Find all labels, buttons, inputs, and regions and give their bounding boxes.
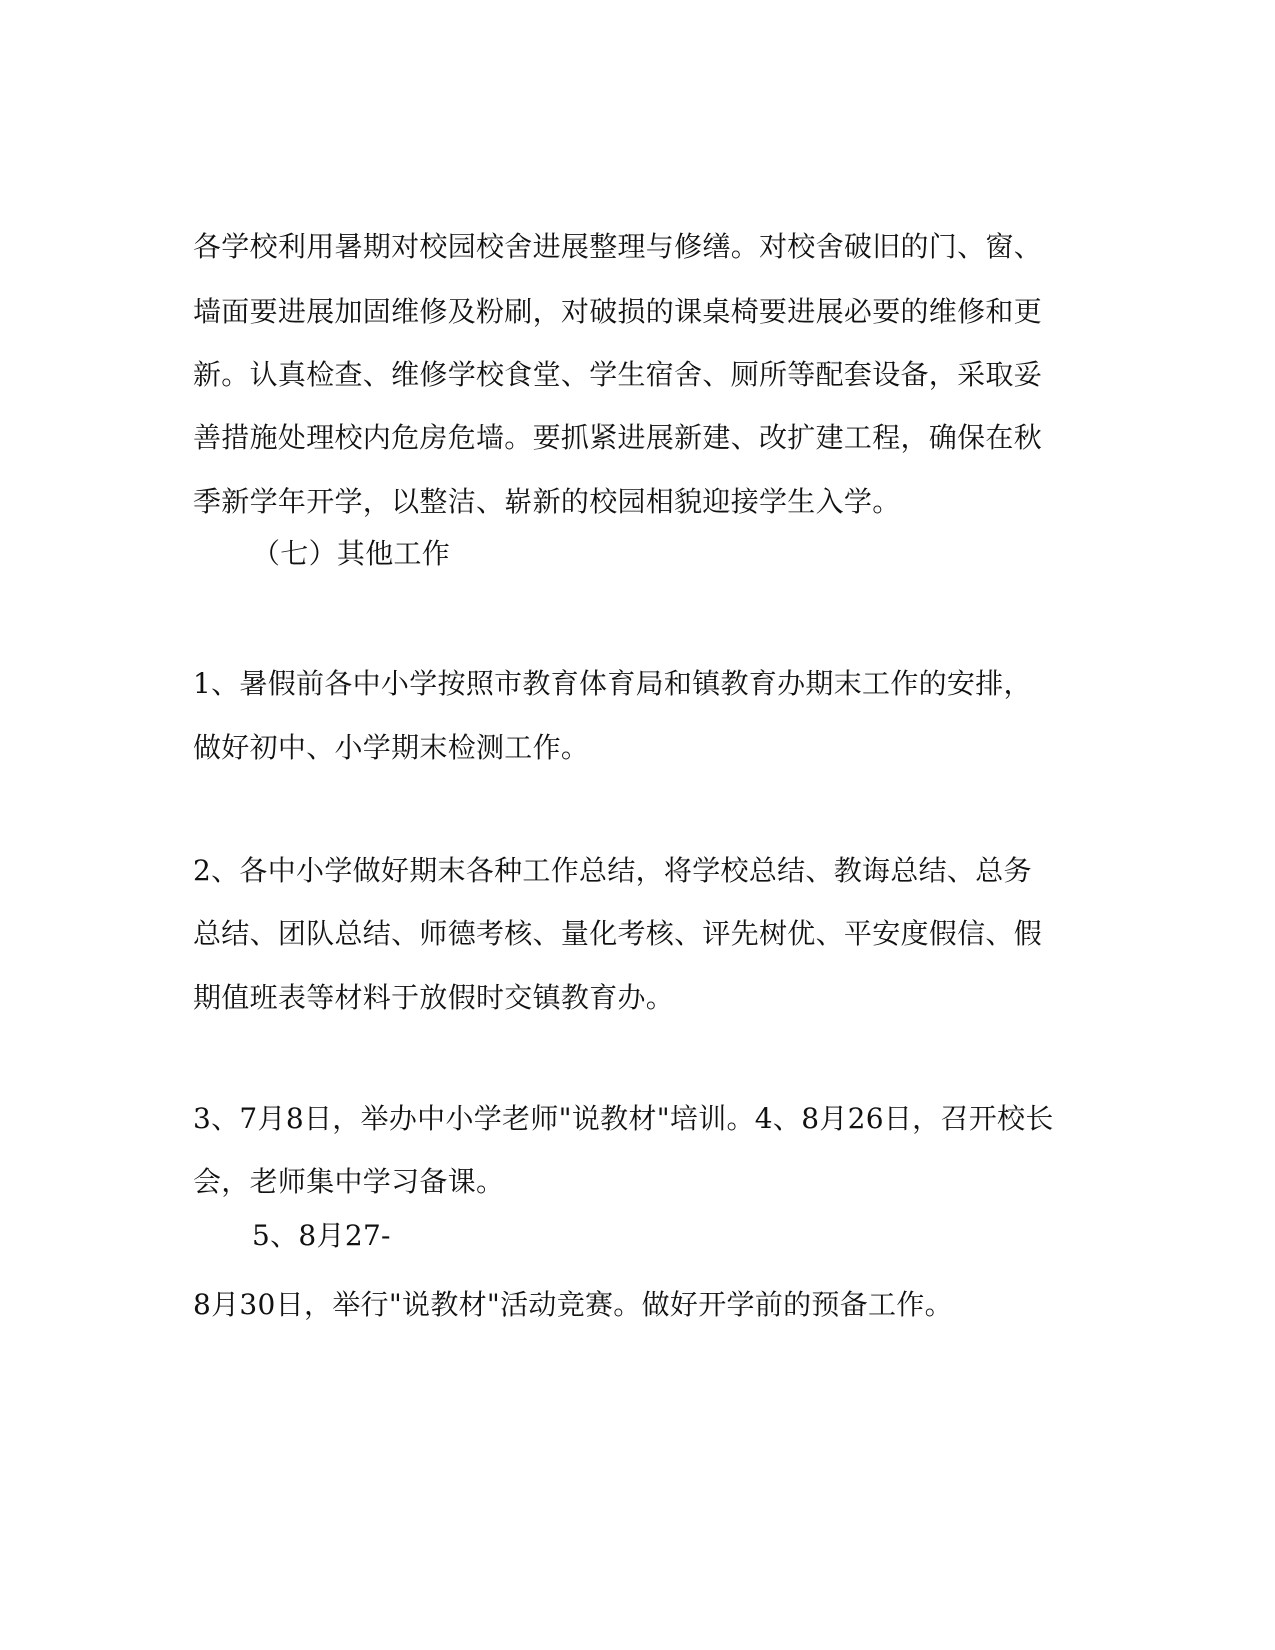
list-item-line: 5、8月27- [252,1219,391,1252]
list-item-line: 8月30日，举行"说教材"活动竞赛。做好开学前的预备工作。 [193,1288,953,1321]
list-item-line: 总结、团队总结、师德考核、量化考核、评先树优、平安度假信、假 [193,917,1043,950]
list-item-line: 3、7月8日，举办中小学老师"说教材"培训。4、8月26日，召开校长 [193,1102,1054,1135]
list-item-line: 1、暑假前各中小学按照市教育体育局和镇教育办期末工作的安排， [193,667,1032,700]
list-item-line: 期值班表等材料于放假时交镇教育办。 [193,981,675,1014]
paragraph-line: 新。认真检查、维修学校食堂、学生宿舍、厕所等配套设备，采取妥 [193,358,1043,391]
list-item-line: 2、各中小学做好期末各种工作总结，将学校总结、教诲总结、总务 [193,854,1032,887]
paragraph-line: 季新学年开学，以整洁、崭新的校园相貌迎接学生入学。 [193,485,901,518]
paragraph-line: 善措施处理校内危房危墙。要抓紧进展新建、改扩建工程，确保在秋 [193,421,1043,454]
paragraph-line: 墙面要进展加固维修及粉刷，对破损的课桌椅要进展必要的维修和更 [193,295,1043,328]
list-item-line: 做好初中、小学期末检测工作。 [193,731,590,764]
paragraph-line: 各学校利用暑期对校园校舍进展整理与修缮。对校舍破旧的门、窗、 [193,230,1043,263]
list-item-line: 会，老师集中学习备课。 [193,1165,505,1198]
section-heading: （七）其他工作 [252,537,451,570]
